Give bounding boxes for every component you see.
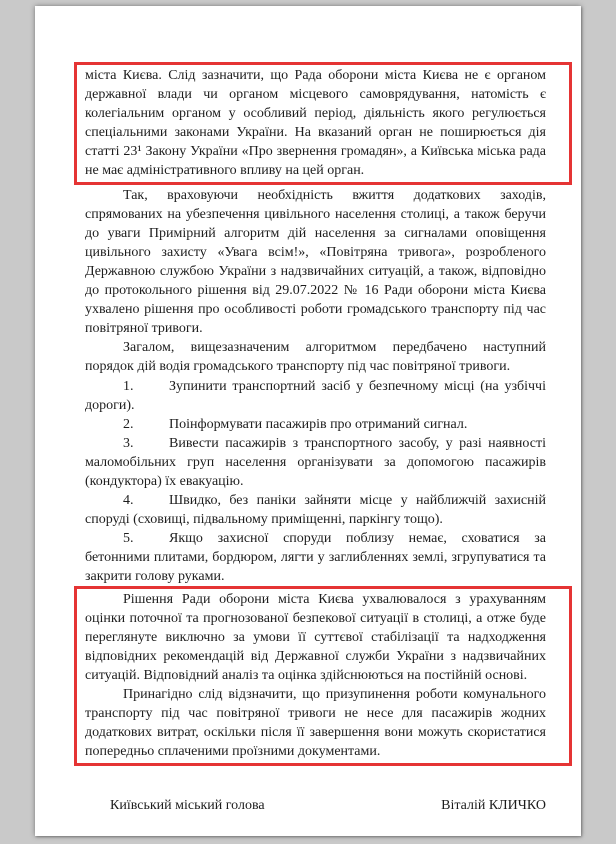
signature-name: Віталій КЛИЧКО bbox=[441, 798, 546, 814]
highlight-box-1 bbox=[74, 62, 572, 185]
paragraph-highlighted-2: Принагідно слід відзначити, що призупинення роботи комунального транспорту під час повітряної тривоги не несе для пасажирів жодних додаткових витрат, оскільки після її завершення вони можуть скористатися попередньо сплаченими проїзними документами. bbox=[85, 687, 546, 760]
paragraph-highlighted-1: Рішення Ради оборони міста Києва ухвалювалося з урахуванням оцінки поточної та прогнозованої безпекової ситуації в столиці, а отже буде переглянуте виключно за умови її суттєвої стабілізації та надходження відповідних рекомендацій від Державної служби України з надзвичайних ситуацій. Відповідний аналіз та оцінка здійснюються на постійній основі. bbox=[85, 591, 546, 683]
list-item bbox=[85, 434, 546, 491]
list-item-text: Швидко, без паніки зайняти місце у найближчій захисній споруді (сховищі, підвальному приміщенні, паркінгу тощо). bbox=[85, 492, 546, 527]
list-item-number: 3. bbox=[123, 435, 134, 451]
list-item bbox=[85, 415, 546, 434]
list-item-text: Поінформувати пасажирів про отриманий сигнал. bbox=[169, 416, 468, 432]
list-item-text: Вивести пасажирів з транспортного засобу, у разі наявності маломобільних груп населення організувати за допомогою пасажирів (кондуктора) їх евакуацію. bbox=[85, 435, 546, 489]
paragraph-body-2: Загалом, вищезазначеним алгоритмом передбачено наступний порядок дій водія громадського транспорту під час повітряної тривоги. bbox=[85, 340, 546, 375]
list-item-number: 2. bbox=[123, 416, 134, 432]
document-page bbox=[35, 6, 581, 836]
list-item bbox=[85, 491, 546, 529]
list-item-number: 5. bbox=[123, 530, 134, 546]
list-item-number: 4. bbox=[123, 492, 134, 508]
paragraph-continuation: міста Києва. Слід зазначити, що Рада оборони міста Києва не є органом державної влади чи органом місцевого самоврядування, натомість є колегіальним органом у особливий період, діяльність якого регулюється спеціальними законами України. На вказаний орган не поширюється дія статті 23¹ Закону України «Про звернення громадян», а Київська міська рада не має адміністративного впливу на цей орган. bbox=[85, 68, 546, 179]
list-item-number: 1. bbox=[123, 378, 134, 394]
paragraph-body-1: Так, враховуючи необхідність вжиття додаткових заходів, спрямованих на убезпечення цивільного населення столиці, а також беручи до уваги Примірний алгоритм дій населення за сигналами оповіщення цивільного захисту «Увага всім!», «Повітряна тривога», розробленого Державною службою України з надзвичайних ситуацій, а також, відповідно до протокольного рішення від 29.07.2022 № 16 Ради оборони міста Києва ухвалено рішення про особливості роботи громадського транспорту під час повітряної тривоги. bbox=[85, 188, 546, 337]
signature-title: Київський міський голова bbox=[110, 798, 265, 814]
list-item-text: Якщо захисної споруди поблизу немає, сховатися за бетонними плитами, бордюром, лягти у заглибленнях землі, згрупуватися та закрити голову руками. bbox=[85, 530, 546, 584]
signature-block bbox=[85, 796, 546, 815]
highlight-box-2 bbox=[74, 586, 572, 766]
list-item bbox=[85, 529, 546, 586]
list-item bbox=[85, 377, 546, 415]
list-item-text: Зупинити транспортний засіб у безпечному місці (на узбіччі дороги). bbox=[85, 378, 546, 413]
